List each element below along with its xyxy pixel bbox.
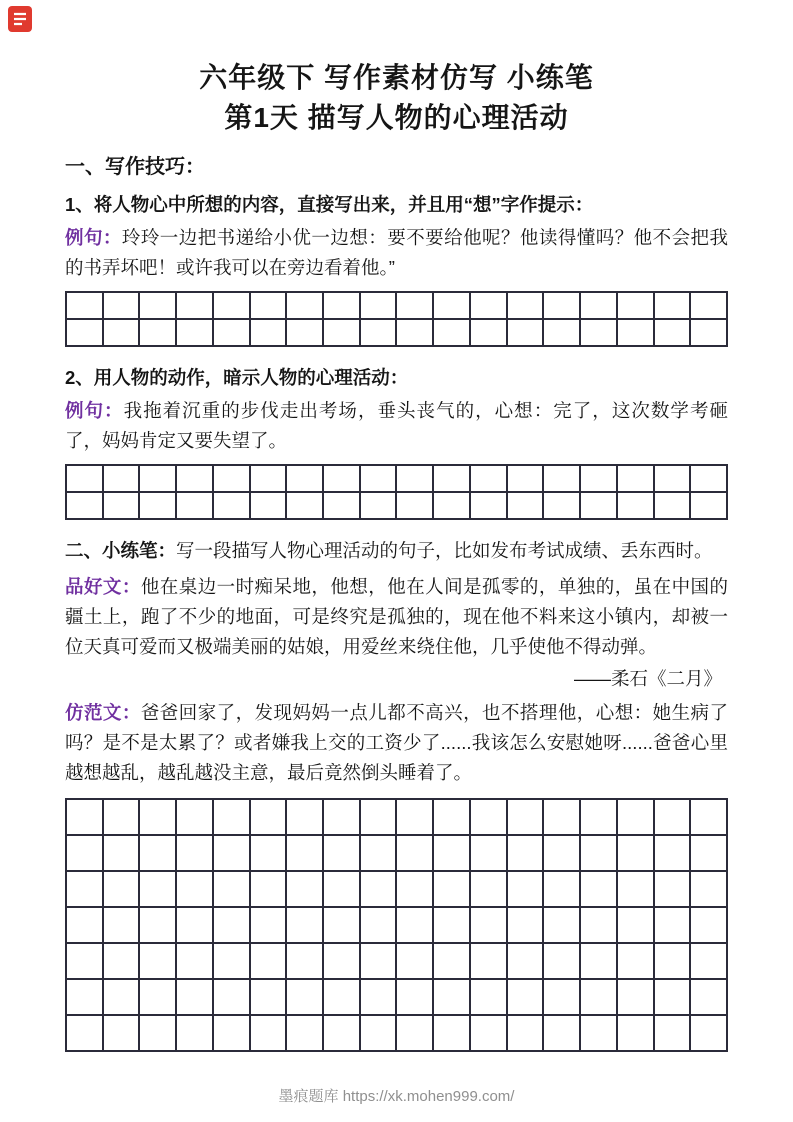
writing-cell — [214, 836, 251, 872]
writing-cell — [177, 1016, 214, 1052]
section1-heading: 一、写作技巧： — [65, 156, 205, 178]
writing-cell — [508, 1016, 545, 1052]
writing-cell — [214, 944, 251, 980]
writing-cell — [324, 1016, 361, 1052]
writing-grid-2 — [65, 464, 728, 520]
writing-cell — [618, 980, 655, 1016]
writing-cell — [618, 944, 655, 980]
writing-grid-3 — [65, 798, 728, 1052]
footer — [0, 1085, 793, 1106]
writing-cell — [104, 944, 141, 980]
writing-cell — [177, 293, 214, 320]
writing-cell — [67, 1016, 104, 1052]
writing-cell — [67, 872, 104, 908]
section2-heading-text: 写一段描写人物心理活动的句子，比如发布考试成绩、丢东西时。 — [176, 540, 713, 561]
writing-cell — [214, 800, 251, 836]
writing-cell — [618, 836, 655, 872]
writing-cell — [581, 493, 618, 520]
writing-cell — [655, 293, 692, 320]
writing-cell — [434, 293, 471, 320]
writing-cell — [544, 1016, 581, 1052]
writing-cell — [140, 836, 177, 872]
writing-cell — [508, 944, 545, 980]
writing-cell — [655, 466, 692, 493]
writing-cell — [618, 908, 655, 944]
writing-cell — [287, 320, 324, 347]
writing-cell — [177, 493, 214, 520]
writing-cell — [251, 1016, 288, 1052]
writing-cell — [177, 836, 214, 872]
writing-cell — [471, 320, 508, 347]
writing-cell — [434, 800, 471, 836]
writing-cell — [691, 320, 728, 347]
writing-cell — [581, 466, 618, 493]
writing-cell — [508, 836, 545, 872]
writing-cell — [544, 800, 581, 836]
writing-cell — [361, 293, 398, 320]
writing-cell — [434, 944, 471, 980]
writing-cell — [655, 1016, 692, 1052]
writing-cell — [581, 836, 618, 872]
writing-cell — [544, 466, 581, 493]
writing-cell — [581, 293, 618, 320]
writing-cell — [251, 944, 288, 980]
writing-cell — [67, 980, 104, 1016]
writing-cell — [324, 908, 361, 944]
writing-cell — [324, 836, 361, 872]
model-writing-text: 爸爸回家了，发现妈妈一点儿都不高兴，也不搭理他，心想：她生病了吗？是不是太累了？或者嫌我上交的工资少了......我该怎么安慰她呀......爸爸心里越想越乱，越乱越没主意，最后竟然倒头睡着了。 — [65, 702, 728, 783]
writing-cell — [434, 493, 471, 520]
writing-cell — [618, 320, 655, 347]
writing-cell — [177, 320, 214, 347]
writing-cell — [397, 1016, 434, 1052]
writing-cell — [214, 872, 251, 908]
writing-cell — [361, 800, 398, 836]
writing-cell — [618, 872, 655, 908]
writing-cell — [544, 836, 581, 872]
writing-cell — [214, 293, 251, 320]
writing-cell — [324, 293, 361, 320]
writing-cell — [471, 836, 508, 872]
writing-cell — [287, 872, 324, 908]
good-writing-text: 他在桌边一时痴呆地，他想，他在人间是孤零的，单独的，虽在中国的疆土上，跑了不少的地面，可是终究是孤独的，现在他不料来这小镇内，却被一位天真可爱而又极端美丽的姑娘，用爱丝来绕住他，几乎使他不得动弹。 — [65, 576, 728, 657]
writing-cell — [691, 466, 728, 493]
writing-cell — [471, 872, 508, 908]
tip1-heading: 1、将人物心中所想的内容，直接写出来，并且用“想”字作提示： — [65, 194, 594, 215]
footer-url-link[interactable]: https://xk.mohen999.com/ — [342, 1088, 515, 1105]
writing-cell — [544, 493, 581, 520]
writing-cell — [140, 944, 177, 980]
tip1-example-paragraph — [65, 223, 728, 283]
writing-cell — [691, 908, 728, 944]
writing-cell — [397, 872, 434, 908]
writing-cell — [397, 980, 434, 1016]
writing-cell — [67, 944, 104, 980]
writing-cell — [544, 872, 581, 908]
writing-cell — [397, 293, 434, 320]
writing-cell — [397, 944, 434, 980]
writing-cell — [434, 320, 471, 347]
writing-cell — [508, 493, 545, 520]
writing-cell — [618, 293, 655, 320]
writing-cell — [471, 466, 508, 493]
writing-cell — [361, 466, 398, 493]
page-title: 六年级下 写作素材仿写 小练笔 — [199, 62, 594, 93]
good-writing-paragraph — [65, 572, 728, 662]
writing-cell — [67, 493, 104, 520]
writing-cell — [177, 944, 214, 980]
writing-cell — [361, 320, 398, 347]
writing-cell — [581, 944, 618, 980]
writing-cell — [67, 800, 104, 836]
writing-cell — [251, 320, 288, 347]
writing-cell — [67, 320, 104, 347]
writing-grid-1 — [65, 291, 728, 347]
writing-cell — [655, 320, 692, 347]
writing-cell — [544, 293, 581, 320]
writing-cell — [67, 836, 104, 872]
writing-cell — [471, 980, 508, 1016]
writing-cell — [67, 466, 104, 493]
writing-cell — [691, 944, 728, 980]
writing-cell — [251, 908, 288, 944]
writing-cell — [361, 836, 398, 872]
writing-cell — [104, 908, 141, 944]
writing-cell — [140, 800, 177, 836]
model-writing-label: 仿范文： — [65, 702, 141, 723]
writing-cell — [177, 980, 214, 1016]
writing-cell — [471, 908, 508, 944]
tip1-example-text: 玲玲一边把书递给小优一边想：要不要给他呢？他读得懂吗？他不会把我的书弄坏吧！或许我可以在旁边看着他。” — [65, 227, 728, 278]
writing-cell — [104, 980, 141, 1016]
writing-cell — [104, 293, 141, 320]
writing-cell — [361, 493, 398, 520]
writing-cell — [177, 466, 214, 493]
writing-cell — [508, 800, 545, 836]
writing-cell — [581, 872, 618, 908]
writing-cell — [324, 320, 361, 347]
writing-cell — [618, 466, 655, 493]
writing-cell — [397, 466, 434, 493]
writing-cell — [324, 944, 361, 980]
writing-cell — [434, 466, 471, 493]
writing-cell — [691, 836, 728, 872]
writing-cell — [287, 493, 324, 520]
writing-cell — [251, 493, 288, 520]
writing-cell — [214, 466, 251, 493]
writing-cell — [581, 800, 618, 836]
footer-site-name: 墨痕题库 — [278, 1088, 343, 1105]
writing-cell — [655, 800, 692, 836]
writing-cell — [214, 320, 251, 347]
writing-cell — [397, 320, 434, 347]
writing-cell — [67, 293, 104, 320]
tip2-example-label: 例句： — [65, 400, 124, 421]
writing-cell — [544, 908, 581, 944]
writing-cell — [140, 908, 177, 944]
model-writing-paragraph — [65, 698, 728, 788]
writing-cell — [140, 980, 177, 1016]
writing-cell — [508, 980, 545, 1016]
writing-cell — [471, 293, 508, 320]
writing-cell — [618, 493, 655, 520]
writing-cell — [581, 320, 618, 347]
writing-cell — [655, 944, 692, 980]
writing-cell — [104, 1016, 141, 1052]
writing-cell — [177, 872, 214, 908]
writing-cell — [104, 872, 141, 908]
writing-cell — [544, 980, 581, 1016]
good-writing-label: 品好文： — [65, 576, 141, 597]
writing-cell — [581, 980, 618, 1016]
page-subtitle: 第1天 描写人物的心理活动 — [224, 102, 569, 133]
writing-cell — [618, 1016, 655, 1052]
writing-cell — [434, 980, 471, 1016]
writing-cell — [104, 466, 141, 493]
section2-heading-label: 二、小练笔： — [65, 540, 177, 561]
tip1-example-label: 例句： — [65, 227, 122, 248]
writing-cell — [287, 944, 324, 980]
attribution: ——柔石《二月》 — [573, 668, 722, 689]
writing-cell — [618, 800, 655, 836]
writing-cell — [104, 320, 141, 347]
writing-cell — [140, 293, 177, 320]
writing-cell — [691, 800, 728, 836]
writing-cell — [287, 293, 324, 320]
writing-cell — [214, 1016, 251, 1052]
writing-cell — [655, 836, 692, 872]
writing-cell — [508, 872, 545, 908]
writing-cell — [140, 493, 177, 520]
writing-cell — [691, 980, 728, 1016]
writing-cell — [397, 836, 434, 872]
tip2-heading: 2、用人物的动作，暗示人物的心理活动： — [65, 367, 409, 388]
writing-cell — [655, 493, 692, 520]
writing-cell — [287, 980, 324, 1016]
writing-cell — [397, 493, 434, 520]
writing-cell — [508, 320, 545, 347]
writing-cell — [104, 800, 141, 836]
writing-cell — [471, 800, 508, 836]
tip2-example-paragraph — [65, 396, 728, 456]
writing-cell — [434, 1016, 471, 1052]
writing-cell — [140, 872, 177, 908]
writing-cell — [214, 493, 251, 520]
writing-cell — [287, 466, 324, 493]
writing-cell — [544, 320, 581, 347]
writing-cell — [140, 320, 177, 347]
writing-cell — [471, 944, 508, 980]
writing-cell — [251, 293, 288, 320]
writing-cell — [508, 908, 545, 944]
writing-cell — [361, 980, 398, 1016]
site-logo-icon — [8, 6, 32, 32]
writing-cell — [251, 836, 288, 872]
writing-cell — [324, 872, 361, 908]
writing-cell — [508, 466, 545, 493]
writing-cell — [471, 1016, 508, 1052]
writing-cell — [655, 908, 692, 944]
writing-cell — [508, 293, 545, 320]
writing-cell — [251, 980, 288, 1016]
writing-cell — [434, 872, 471, 908]
writing-cell — [434, 836, 471, 872]
writing-cell — [691, 1016, 728, 1052]
writing-cell — [471, 493, 508, 520]
writing-cell — [397, 800, 434, 836]
writing-cell — [251, 872, 288, 908]
writing-cell — [287, 1016, 324, 1052]
writing-cell — [324, 493, 361, 520]
writing-cell — [177, 908, 214, 944]
writing-cell — [214, 980, 251, 1016]
writing-cell — [581, 1016, 618, 1052]
writing-cell — [691, 493, 728, 520]
writing-cell — [655, 872, 692, 908]
writing-cell — [140, 1016, 177, 1052]
writing-cell — [104, 836, 141, 872]
writing-cell — [324, 800, 361, 836]
writing-cell — [140, 466, 177, 493]
writing-cell — [287, 800, 324, 836]
writing-cell — [177, 800, 214, 836]
writing-cell — [361, 1016, 398, 1052]
writing-cell — [251, 466, 288, 493]
writing-cell — [581, 908, 618, 944]
writing-cell — [287, 908, 324, 944]
writing-cell — [324, 466, 361, 493]
writing-cell — [655, 980, 692, 1016]
writing-cell — [691, 293, 728, 320]
writing-cell — [251, 800, 288, 836]
writing-cell — [434, 908, 471, 944]
section2-heading-paragraph — [65, 536, 728, 566]
writing-cell — [287, 836, 324, 872]
writing-cell — [397, 908, 434, 944]
writing-cell — [324, 980, 361, 1016]
writing-cell — [361, 908, 398, 944]
writing-cell — [361, 872, 398, 908]
writing-cell — [544, 944, 581, 980]
writing-cell — [361, 944, 398, 980]
writing-cell — [104, 493, 141, 520]
writing-cell — [691, 872, 728, 908]
writing-cell — [67, 908, 104, 944]
writing-cell — [214, 908, 251, 944]
tip2-example-text: 我拖着沉重的步伐走出考场，垂头丧气的，心想：完了，这次数学考砸了，妈妈肯定又要失望了。 — [65, 400, 728, 451]
